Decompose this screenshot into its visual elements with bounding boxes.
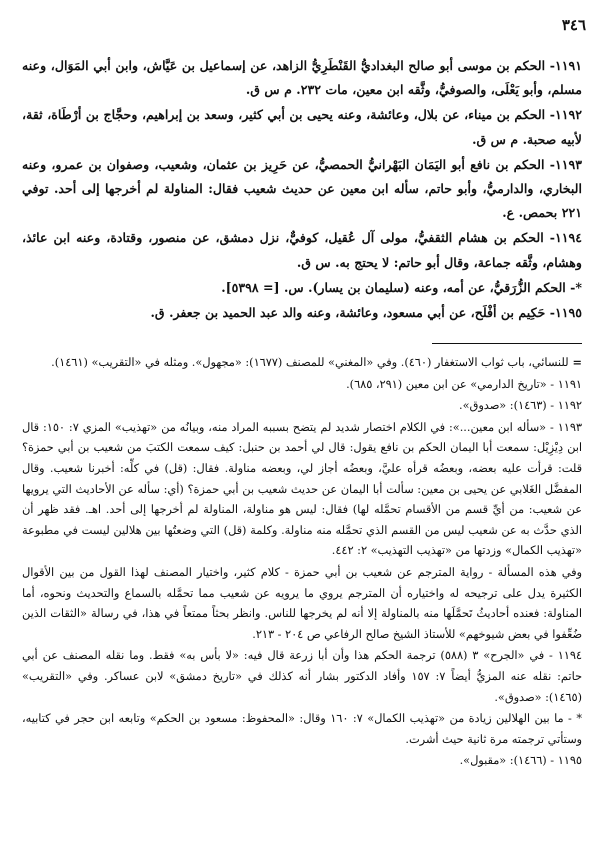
footnote-text: ١١٩٢ - (١٤٦٣): «صدوق». <box>459 399 582 413</box>
footnote-text: ١١٩١ - «تاريخ الدارمي» عن ابن معين (٢٩١، ٦٨٥). <box>346 377 582 391</box>
footnote-text: ١١٩٥ - (١٤٦٦): «مقبول». <box>459 754 582 768</box>
footnote-text: ١١٩٤ - في «الجرح» ٣ (٥٨٨) ترجمة الحكم هذا وأن أبا زرعة قال فيه: «لا بأس به» فقط. وما نقله المصنف عن أبي حاتم: نقله عنه المزيُّ أيضاً ٧: ١٥٧ وأفاد الدكتور بشار أنه كذلك في «تاريخ دمشق» لابن عساكر. وفي «التقريب» (١٤٦٥): «صدوق». <box>22 649 582 704</box>
entry-star <box>22 276 582 300</box>
entry-1194 <box>22 226 582 274</box>
entry-1195 <box>22 301 582 325</box>
entry-number: ١١٩٤ <box>554 230 582 246</box>
entry-number: ١١٩٣ <box>554 156 582 172</box>
entry-1193 <box>22 153 582 226</box>
entry-number: ١١٩١ <box>554 58 582 73</box>
entry-1192 <box>22 103 582 151</box>
footnote-star <box>22 709 582 750</box>
entry-text: - الحكم بن ميناء، عن بلال، وعائشة، وعنه يحيى بن أبي كثير، وسعد بن إبراهيم، وحجَّاج بن أرْطَاة، ثقة، لأبيه صحبة. م س ق. <box>22 107 582 147</box>
footnote-divider <box>432 343 582 344</box>
entry-text: - الحكم بن نافع أبو اليَمَان البَهْرانيُّ الحمصيُّ، عن حَرِيز بن عثمان، وشعيب، وصفوان بن عمرو، وعنه البخاري، والدارميُّ، وأبو حاتم، سأله ابن معين عن حديث شعيب فقال: المناولة لم أخرجها إلى أحد. توفي ٢٢١ بحمص. ع. <box>22 156 582 221</box>
entry-number: ١١٩٥ <box>554 305 582 321</box>
footnote-1195 <box>22 751 582 772</box>
entry-1191 <box>22 54 582 102</box>
entry-text: - الحكم بن موسى أبو صالح البغداديُّ القَنْطَرِيُّ الزاهد، عن إسماعيل بن عَيَّاش، وابن أبي المَوَال، وعنه مسلم، وأبو يَعْلَى، والصوفيُّ، وثَّقه ابن معين، مات ٢٣٢. م س ق. <box>22 58 582 98</box>
footnotes <box>22 352 582 773</box>
footnote-text: للنسائي، باب ثواب الاستغفار (٤٦٠). وفي «المغني» للمصنف (١٦٧٧): «مجهول». ومثله في «التقريب» (١٤٦١). <box>51 356 569 369</box>
footnote-1193 <box>22 418 582 562</box>
entry-number: ١١٩٢ <box>554 107 582 123</box>
footnote-text: ١١٩٣ - «سأله ابن معين...»: في الكلام اختصار شديد لم يتضح بسببه المراد منه، وبيانُه من «تهذيب» المزي ٧: ١٥٠: قال ابن دِيْزِيْل: سمعت أبا اليمان الحكم بن نافع يقول: قال لي أحمد بن حنبل: كيف سمعت الكتبَ من شعيب بن أبي حمزة؟ قلت: قرأت عليه بعضه، وبعضُه قرأه عليَّ، وبعضُه أجاز لي، وبعضه مناولة. فقال: (قل) في كلِّه: أخبرنا شعيب. وقال المفضَّل الغَلابي عن يحيى بن معين: سألت أبا اليمان عن حديث شعيب بن أبي حمزة؟ (أي: سأله عن الأحاديث التي يرويها عن شعيب: من أيِّ قسم من الأقسام تحمَّله لها) فقال: ليس هو مناولة، المناولة لم أخرجها إلى أحد. اهـ. فقد ظهر أن الذي حدَّث به عن شعيب ليس من القسم الذي تحمَّله منه مناولة. وكلمة (قل) التي وضعتُها بين هلالين ليست في مطبوعة «تهذيب الكمال» وزدتها من «تهذيب التهذيب» ٢: ٤٤٢. <box>22 420 582 558</box>
continuation-mark: = <box>572 355 582 369</box>
entry-number: * <box>575 279 582 295</box>
footnote-text: وفي هذه المسألة - رواية المترجم عن شعيب بن أبي حمزة - كلام كثير، واختيار المصنف لهذا القول من بين الأقوال الكثيرة يدل على ترجيحه له واختياره أن المترجم يروي ما يرويه عن شعيب مما تحمَّله بالسماع والتحديث ونحوه، أما المناولة: فعنده أحاديثُ تَحمَّلَها منه بالمناولة إلا أنه لم يخرجها للناس. وانظر بحثاً ممتعاً في هذا، في رسالة «الثقات الذين ضُعِّفوا في بعض شيوخهم» للأستاذ الشيخ صالح الرفاعي ص ٢٠٤ - ٢١٣. <box>22 565 582 641</box>
footnote-1193-cont <box>22 563 582 645</box>
entry-text: - الحكم الزُّرَقيُّ، عن أمه، وعنه (سليمان بن يسار). س. [= ٥٣٩٨]. <box>221 279 576 295</box>
footnote-text: * - ما بين الهلالين زيادة من «تهذيب الكمال» ٧: ١٦٠ وقال: «المحفوظ: مسعود بن الحكم» وتابعه ابن حجر في كتابيه، وستأتي ترجمته مرة ثانية حيث أشرت. <box>22 712 582 746</box>
footnote-continued <box>22 352 582 374</box>
entry-text: - حَكِيم بن أفْلَح، عن أبي مسعود، وعائشة، وعنه والد عبد الحميد بن جعفر. ق. <box>150 305 555 321</box>
footnote-1191 <box>22 375 582 396</box>
main-text <box>22 54 582 326</box>
entry-text: - الحكم بن هشام الثقفيُّ، مولى آل عُقيل، كوفيٌّ، نزل دمشق، عن منصور، وقتادة، وعنه ابن عائذ، وهشام، وثَّقه جماعة، وقال أبو حاتم: لا يحتج به. س ق. <box>22 230 582 270</box>
footnote-1194 <box>22 646 582 708</box>
footnote-1192 <box>22 396 582 417</box>
page-number: ٣٤٦ <box>561 16 586 34</box>
